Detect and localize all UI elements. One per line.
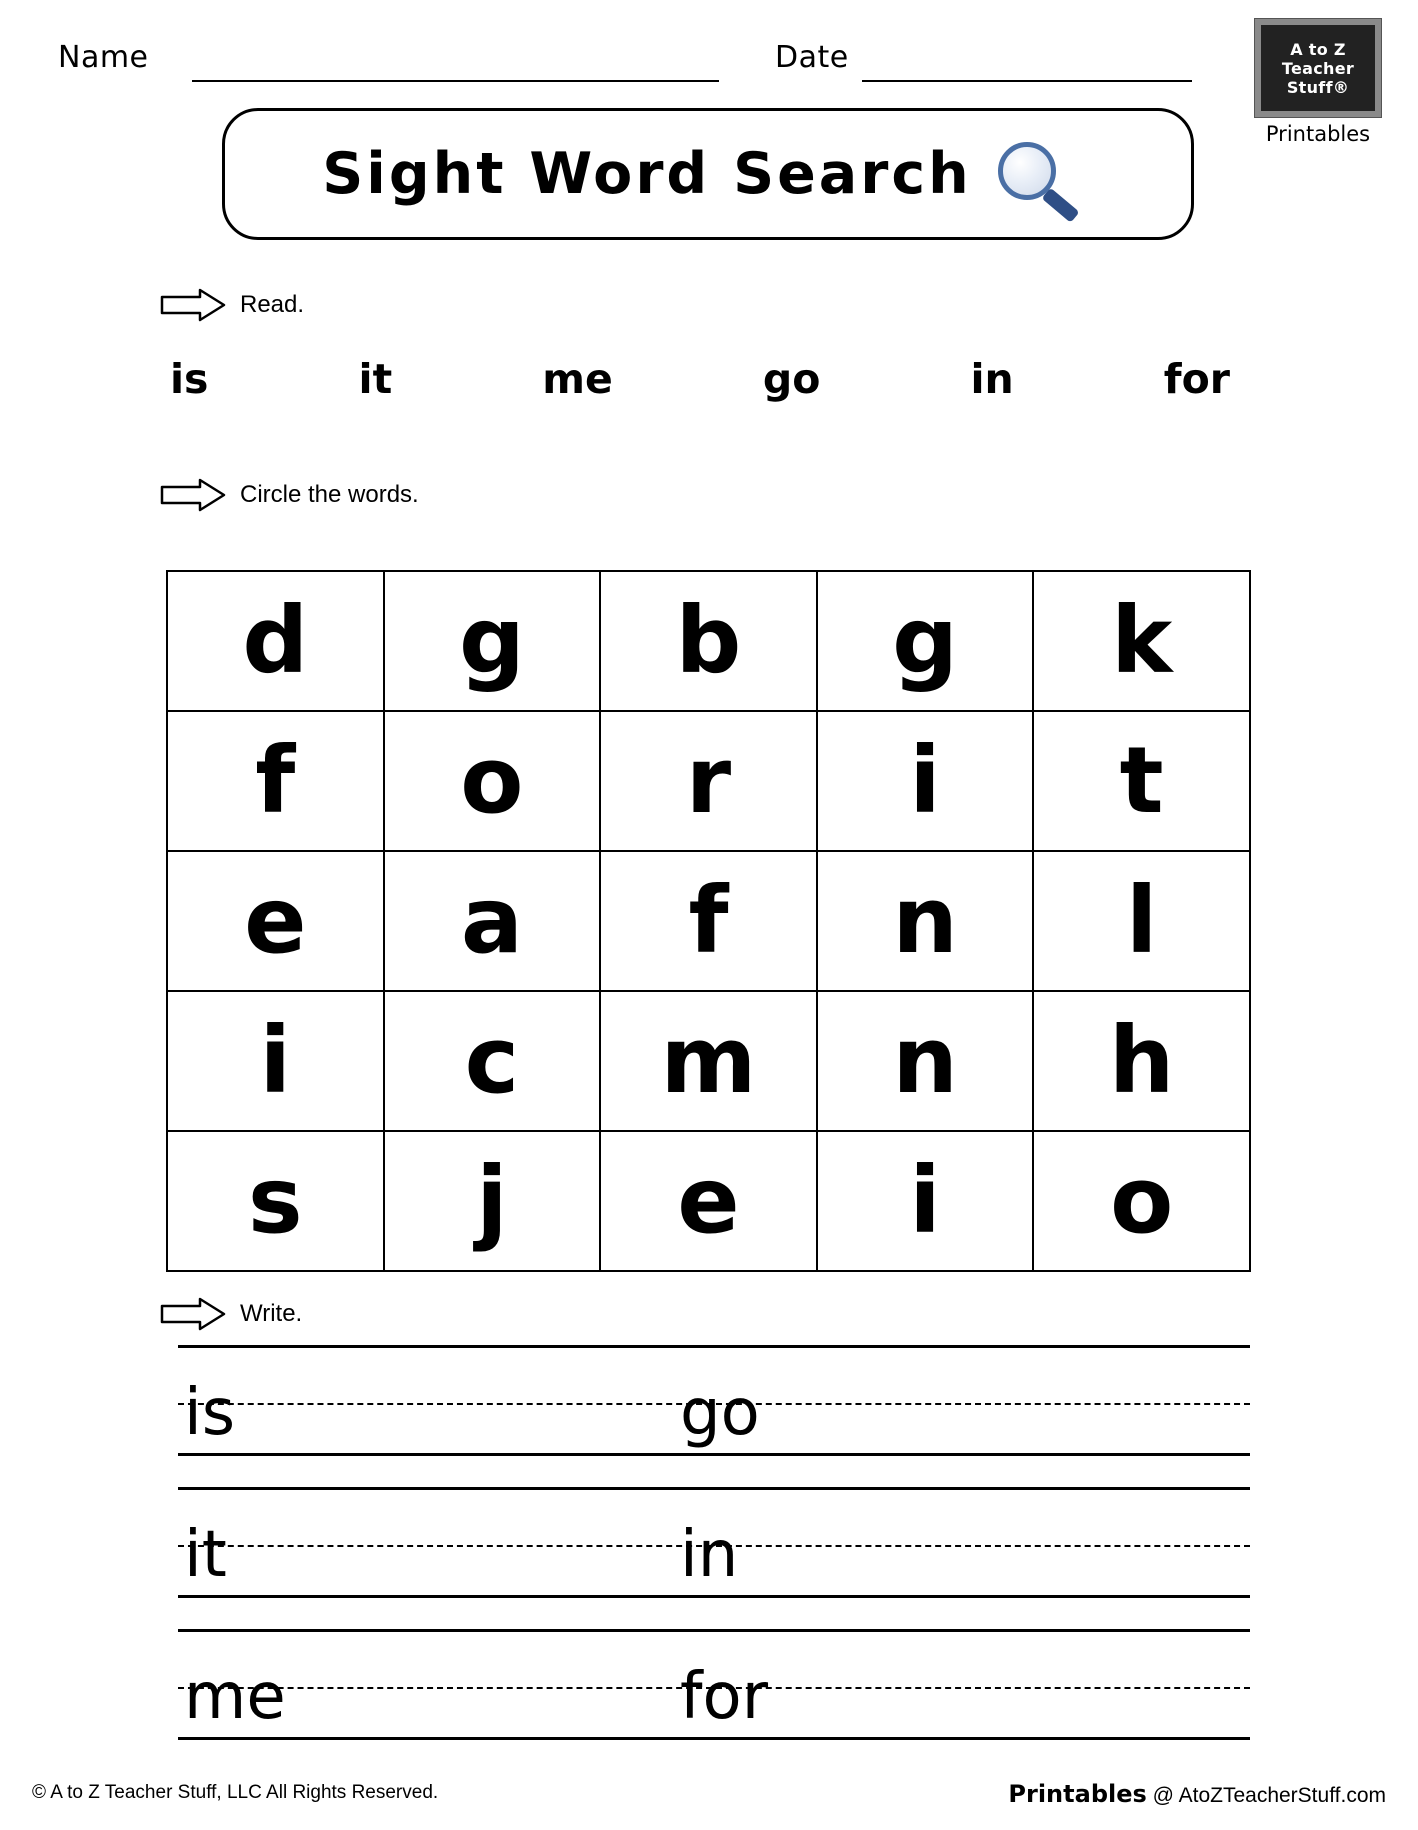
grid-cell[interactable]: j	[385, 1132, 602, 1272]
word-item-3: go	[762, 355, 821, 403]
grid-cell[interactable]: b	[601, 572, 818, 712]
grid-row	[168, 992, 1251, 1132]
word-item-0: is	[170, 355, 209, 403]
logo-line-1: A to Z	[1290, 39, 1346, 59]
grid-row	[168, 852, 1251, 992]
instruction-read	[160, 288, 304, 322]
name-write-line[interactable]	[192, 80, 719, 82]
grid-cell[interactable]: s	[168, 1132, 385, 1272]
word-item-2: me	[542, 355, 613, 403]
write-word: is	[184, 1376, 236, 1450]
write-word: go	[680, 1376, 760, 1450]
sight-word-list	[170, 355, 1230, 403]
handwriting-practice-area	[178, 1345, 1250, 1771]
handwriting-line[interactable]	[178, 1629, 1250, 1771]
line-bottom-rule	[178, 1737, 1250, 1740]
grid-cell[interactable]: n	[818, 992, 1035, 1132]
instruction-circle	[160, 478, 419, 512]
grid-cell[interactable]: m	[601, 992, 818, 1132]
name-label: Name	[58, 40, 149, 75]
grid-cell[interactable]: e	[168, 852, 385, 992]
grid-cell[interactable]: i	[818, 1132, 1035, 1272]
line-top-rule	[178, 1345, 1250, 1348]
instruction-read-label: Read.	[240, 291, 305, 318]
handwriting-line[interactable]	[178, 1487, 1250, 1629]
footer-brand-name: Printables	[1008, 1780, 1147, 1808]
page-title: Sight Word Search	[322, 141, 972, 207]
logo	[1248, 18, 1388, 146]
grid-cell[interactable]: f	[168, 712, 385, 852]
logo-frame	[1254, 18, 1382, 118]
grid-row	[168, 1132, 1251, 1272]
logo-caption: Printables	[1265, 122, 1371, 146]
instruction-write-label: Write.	[240, 1300, 303, 1327]
word-item-4: in	[970, 355, 1014, 403]
write-word: me	[184, 1660, 286, 1734]
line-top-rule	[178, 1487, 1250, 1490]
grid-row	[168, 572, 1251, 712]
arrow-icon	[160, 478, 226, 512]
date-write-line[interactable]	[862, 80, 1192, 82]
grid-cell[interactable]: g	[385, 572, 602, 712]
grid-cell[interactable]: t	[1034, 712, 1251, 852]
grid-cell[interactable]: a	[385, 852, 602, 992]
instruction-circle-label: Circle the words.	[240, 481, 419, 508]
grid-cell[interactable]: r	[601, 712, 818, 852]
grid-cell[interactable]: d	[168, 572, 385, 712]
logo-line-3: Stuff®	[1286, 77, 1350, 97]
grid-cell[interactable]: n	[818, 852, 1035, 992]
date-label: Date	[775, 40, 849, 75]
logo-line-2: Teacher	[1281, 58, 1355, 78]
footer-copyright: © A to Z Teacher Stuff, LLC All Rights Reserved.	[32, 1782, 439, 1803]
word-item-1: it	[358, 355, 393, 403]
arrow-icon	[160, 1297, 226, 1331]
line-top-rule	[178, 1629, 1250, 1632]
grid-cell[interactable]: k	[1034, 572, 1251, 712]
footer-brand	[1008, 1780, 1386, 1808]
title-banner	[222, 108, 1194, 240]
line-bottom-rule	[178, 1453, 1250, 1456]
grid-row	[168, 712, 1251, 852]
write-word: in	[680, 1518, 739, 1592]
grid-cell[interactable]: i	[818, 712, 1035, 852]
grid-cell[interactable]: f	[601, 852, 818, 992]
magnifier-icon	[998, 142, 1094, 218]
arrow-icon	[160, 288, 226, 322]
grid-cell[interactable]: i	[168, 992, 385, 1132]
grid-cell[interactable]: o	[1034, 1132, 1251, 1272]
write-word: for	[680, 1660, 768, 1734]
line-bottom-rule	[178, 1595, 1250, 1598]
write-word: it	[184, 1518, 227, 1592]
grid-cell[interactable]: o	[385, 712, 602, 852]
word-item-5: for	[1163, 355, 1230, 403]
grid-cell[interactable]: g	[818, 572, 1035, 712]
grid-cell[interactable]: c	[385, 992, 602, 1132]
grid-cell[interactable]: l	[1034, 852, 1251, 992]
grid-cell[interactable]: e	[601, 1132, 818, 1272]
grid-cell[interactable]: h	[1034, 992, 1251, 1132]
handwriting-line[interactable]	[178, 1345, 1250, 1487]
footer-site: @ AtoZTeacherStuff.com	[1152, 1784, 1386, 1807]
instruction-write	[160, 1297, 302, 1331]
word-search-grid	[166, 570, 1251, 1272]
